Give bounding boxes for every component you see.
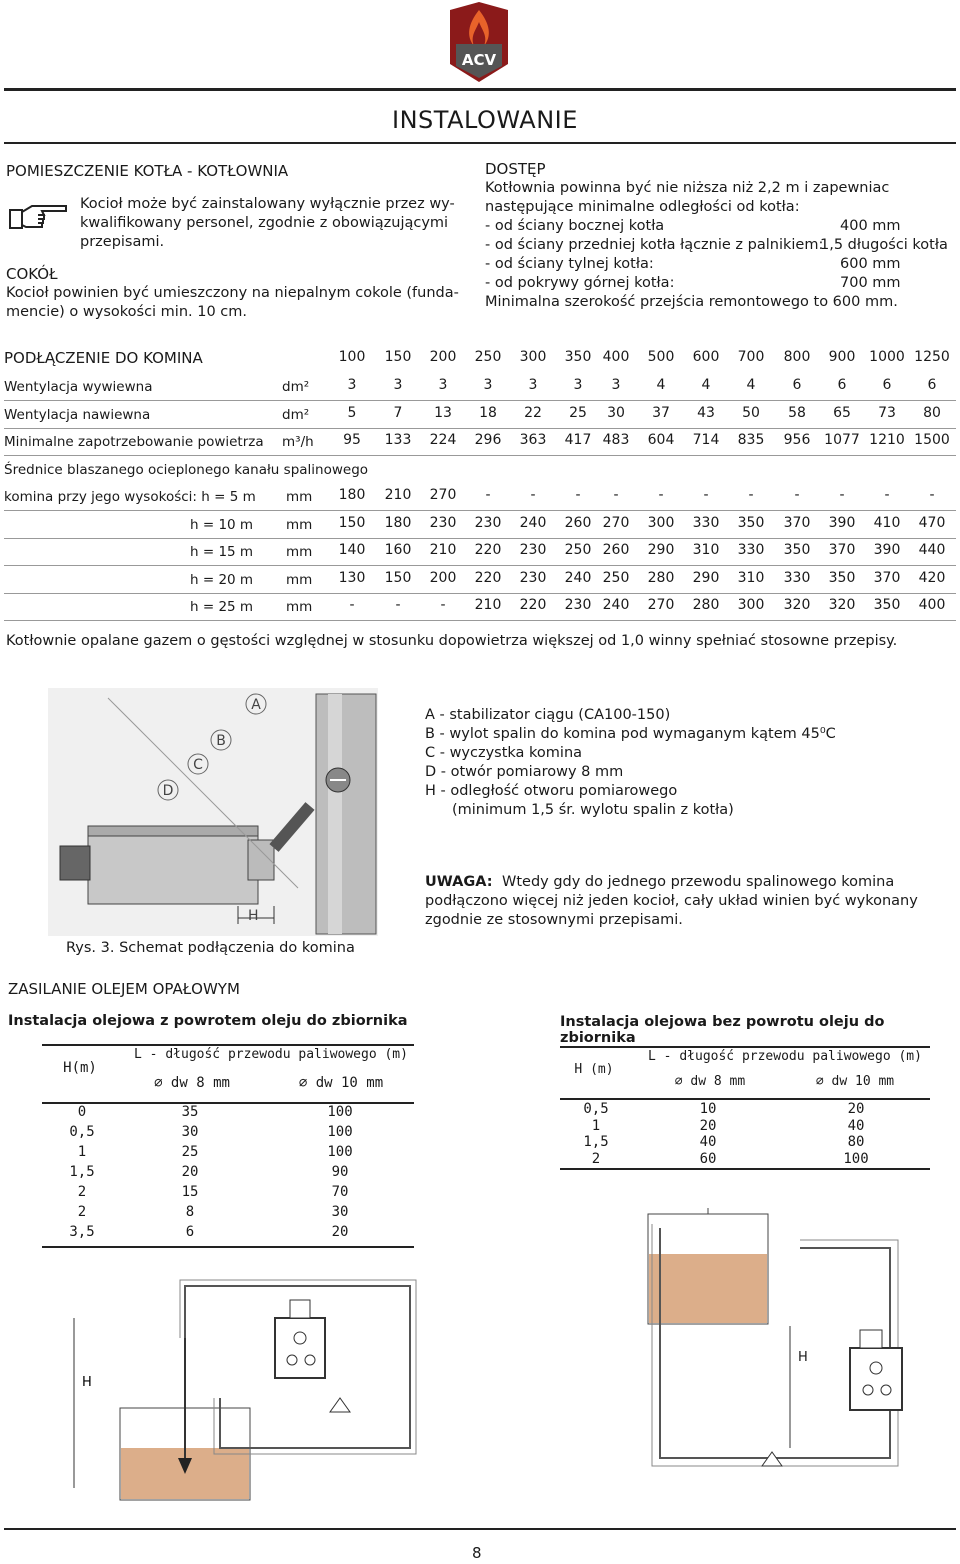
table-cell: 230 bbox=[564, 597, 592, 613]
table-cell: 300 bbox=[647, 514, 675, 531]
table-cell: 370 bbox=[873, 569, 901, 586]
table-row bbox=[4, 566, 956, 594]
table-cell: 440 bbox=[918, 542, 946, 558]
table-cell: 1 bbox=[591, 1117, 601, 1134]
legend-item: D - otwór pomiarowy 8 mm bbox=[425, 764, 624, 780]
table-cell: 290 bbox=[692, 569, 720, 586]
table-cell: 310 bbox=[692, 542, 720, 558]
table-cell: 835 bbox=[737, 432, 765, 448]
table-cell: 20 bbox=[331, 1224, 349, 1240]
table-cell: 140 bbox=[338, 542, 366, 558]
column-header: 900 bbox=[828, 349, 856, 365]
table-cell: 210 bbox=[474, 597, 502, 613]
table-cell: 15 bbox=[181, 1184, 199, 1200]
table-cell: 6 bbox=[837, 377, 847, 393]
row-label: h = 25 m bbox=[190, 599, 254, 615]
table-cell: 270 bbox=[429, 487, 457, 503]
row-label: Wentylacja nawiewna bbox=[4, 406, 151, 423]
table-row bbox=[4, 373, 956, 401]
table-cell: 80 bbox=[847, 1134, 865, 1150]
table-cell: 133 bbox=[384, 432, 412, 448]
oil-noreturn-title: Instalacja olejowa bez powrotu oleju do zbiornika bbox=[560, 1014, 885, 1046]
table-cell: - bbox=[748, 487, 754, 503]
table-cell: 290 bbox=[647, 542, 675, 558]
table-cell: 240 bbox=[564, 569, 592, 586]
chimney-heading: PODŁĄCZENIE DO KOMINA bbox=[4, 349, 203, 367]
column-header: 800 bbox=[783, 349, 811, 365]
oil-return-diagram bbox=[60, 1278, 440, 1518]
table-cell: 60 bbox=[699, 1150, 717, 1167]
table-cell: 250 bbox=[602, 569, 630, 586]
pointing-hand-icon bbox=[8, 198, 70, 232]
row-label: h = 15 m bbox=[190, 544, 254, 560]
row-unit: dm² bbox=[282, 379, 310, 395]
table-cell: - bbox=[703, 487, 709, 503]
table-cell: 210 bbox=[384, 487, 412, 503]
table-cell: 470 bbox=[918, 514, 946, 531]
table-cell: - bbox=[575, 487, 581, 503]
col-l-header: L - długość przewodu paliwowego (m) bbox=[648, 1049, 922, 1064]
table-cell: 4 bbox=[656, 377, 666, 393]
table-cell: 1 bbox=[77, 1144, 87, 1160]
table-cell: - bbox=[613, 487, 619, 503]
base-text-2: mencie) o wysokości min. 10 cm. bbox=[6, 304, 248, 320]
table-rule bbox=[560, 1098, 930, 1100]
table-cell: 3 bbox=[438, 377, 448, 393]
table-cell: 65 bbox=[833, 404, 851, 421]
table-cell: - bbox=[794, 487, 800, 503]
room-text-3: przepisami. bbox=[80, 234, 165, 250]
table-cell: 270 bbox=[602, 514, 630, 531]
row-unit: mm bbox=[286, 544, 313, 560]
table-cell: 330 bbox=[737, 542, 765, 558]
col-sub-2: ⌀ dw 10 mm bbox=[815, 1074, 895, 1089]
access-item-label: - od ściany przedniej kotła łącznie z palnikiem: bbox=[485, 237, 824, 253]
table-cell: - bbox=[884, 487, 890, 503]
table-row bbox=[4, 593, 956, 621]
table-cell: 230 bbox=[519, 542, 547, 558]
table-rule bbox=[42, 1044, 414, 1046]
table-cell: 3 bbox=[393, 377, 403, 393]
table-cell: 6 bbox=[882, 377, 892, 393]
table-cell: 3 bbox=[611, 377, 621, 393]
warning-line-2: podłączono więcej niż jeden kocioł, cały układ winien być wykonany bbox=[425, 893, 918, 909]
table-cell: 35 bbox=[181, 1104, 199, 1120]
access-line-1: Kotłownia powinna być nie niższa niż 2,2 m i zapewniac bbox=[485, 180, 890, 196]
table-row bbox=[4, 401, 956, 429]
row-unit: mm bbox=[286, 489, 313, 505]
table-cell: 0 bbox=[77, 1104, 87, 1120]
h-mark: H bbox=[82, 1375, 92, 1390]
legend-item: (minimum 1,5 śr. wylotu spalin z kotła) bbox=[452, 802, 734, 818]
table-cell: 410 bbox=[873, 514, 901, 531]
table-cell: 350 bbox=[873, 597, 901, 613]
column-header: 500 bbox=[647, 349, 675, 365]
access-item-value: 400 mm bbox=[840, 218, 901, 234]
col-l-header: L - długość przewodu paliwowego (m) bbox=[134, 1047, 408, 1062]
table-cell: 1500 bbox=[914, 432, 950, 448]
table-cell: 70 bbox=[331, 1184, 349, 1200]
logo-text: ACV bbox=[461, 51, 497, 69]
table-cell: 483 bbox=[602, 432, 630, 448]
legend-item: H - odległość otworu pomiarowego bbox=[425, 783, 678, 799]
row-unit: dm² bbox=[282, 406, 310, 423]
table-cell: 80 bbox=[923, 404, 941, 421]
access-heading: DOSTĘP bbox=[485, 160, 546, 178]
table-cell: 417 bbox=[564, 432, 592, 448]
table-cell: 390 bbox=[828, 514, 856, 531]
table-cell: 100 bbox=[327, 1104, 353, 1120]
room-text-1: Kocioł może być zainstalowany wyłącznie przez wy- bbox=[80, 196, 455, 212]
table-cell: 3 bbox=[347, 377, 357, 393]
table-cell: 43 bbox=[697, 404, 715, 421]
column-header: 300 bbox=[519, 349, 547, 365]
table-cell: 30 bbox=[181, 1124, 199, 1140]
col-sub-1: ⌀ dw 8 mm bbox=[674, 1074, 746, 1089]
col-sub-2: ⌀ dw 10 mm bbox=[298, 1075, 384, 1091]
row-unit: mm bbox=[286, 599, 313, 615]
table-row bbox=[4, 511, 956, 539]
table-cell: 58 bbox=[788, 404, 806, 421]
access-item-value: 700 mm bbox=[840, 275, 901, 291]
table-cell: 5 bbox=[347, 404, 357, 421]
column-header: 400 bbox=[602, 349, 630, 365]
col-h-header: H (m) bbox=[574, 1062, 614, 1077]
warning-line-1: Wtedy gdy do jednego przewodu spalinowego komina bbox=[502, 874, 895, 890]
table-cell: 25 bbox=[181, 1144, 199, 1160]
header-rule bbox=[4, 88, 956, 91]
table-cell: 10 bbox=[699, 1101, 717, 1117]
table-cell: 160 bbox=[384, 542, 412, 558]
table-cell: 250 bbox=[564, 542, 592, 558]
table-cell: 363 bbox=[519, 432, 547, 448]
row-unit: m³/h bbox=[282, 434, 314, 450]
chimney-header-row bbox=[4, 345, 956, 372]
table-cell: 7 bbox=[393, 404, 403, 421]
table-cell: 230 bbox=[519, 569, 547, 586]
table-cell: - bbox=[440, 597, 446, 613]
table-cell: 3 bbox=[528, 377, 538, 393]
table-cell: 2 bbox=[591, 1150, 601, 1167]
oil-noreturn-table bbox=[560, 1046, 930, 1172]
table-cell: 330 bbox=[692, 514, 720, 531]
row-label: Minimalne zapotrzebowanie powietrza bbox=[4, 434, 264, 450]
column-header: 250 bbox=[474, 349, 502, 365]
row-label: h = 10 m bbox=[190, 516, 254, 533]
page-title: INSTALOWANIE bbox=[392, 106, 578, 134]
oil-return-table bbox=[42, 1044, 414, 1248]
table-cell: 3,5 bbox=[69, 1224, 95, 1240]
table-cell: 4 bbox=[746, 377, 756, 393]
table-cell: 22 bbox=[524, 404, 542, 421]
table-cell: 604 bbox=[647, 432, 675, 448]
h-mark-right-label: H bbox=[798, 1350, 808, 1365]
chimney-diagram bbox=[48, 688, 378, 936]
table-cell: 1,5 bbox=[583, 1134, 609, 1150]
warning-line-3: zgodnie ze stosownymi przepisami. bbox=[425, 912, 683, 928]
table-cell: 18 bbox=[479, 404, 497, 421]
table-cell: 50 bbox=[742, 404, 760, 421]
table-cell: 280 bbox=[692, 597, 720, 613]
table-cell: 400 bbox=[918, 597, 946, 613]
table-cell: 73 bbox=[878, 404, 896, 421]
column-header: 100 bbox=[338, 349, 366, 365]
table-cell: 260 bbox=[602, 542, 630, 558]
table-rule bbox=[560, 1168, 930, 1170]
row-label: Wentylacja wywiewna bbox=[4, 379, 153, 395]
base-heading: COKÓŁ bbox=[6, 265, 58, 283]
access-item-value: 600 mm bbox=[840, 256, 901, 272]
room-text-2: kwalifikowany personel, zgodnie z obowiązującymi bbox=[80, 215, 449, 231]
diameter-label: Średnice blaszanego ocieplonego kanału spalinowego bbox=[4, 461, 369, 478]
table-cell: - bbox=[395, 597, 401, 613]
oil-return-title: Instalacja olejowa z powrotem oleju do zbiornika bbox=[8, 1013, 408, 1029]
title-rule bbox=[4, 142, 956, 144]
mark-c: C bbox=[193, 757, 203, 773]
col-h-header: H(m) bbox=[63, 1060, 97, 1076]
mark-h: H bbox=[248, 908, 259, 924]
table-cell: - bbox=[929, 487, 935, 503]
col-sub-1: ⌀ dw 8 mm bbox=[154, 1075, 230, 1091]
footer-rule bbox=[4, 1528, 956, 1530]
table-row bbox=[4, 483, 956, 511]
row-label: h = 20 m bbox=[190, 571, 254, 588]
table-cell: 3 bbox=[483, 377, 493, 393]
access-line-last: Minimalna szerokość przejścia remontowego to 600 mm. bbox=[485, 294, 898, 310]
table-cell: 270 bbox=[647, 597, 675, 613]
column-header: 1250 bbox=[914, 349, 950, 365]
column-header: 350 bbox=[564, 349, 592, 365]
gas-note: Kotłownie opalane gazem o gęstości względnej w stosunku dopowietrza większej od 1,0 winny spełniać stosowne przepisy. bbox=[6, 633, 898, 649]
table-cell: 30 bbox=[331, 1204, 349, 1220]
legend-item: A - stabilizator ciągu (CA100-150) bbox=[425, 707, 671, 723]
table-cell: 200 bbox=[429, 569, 457, 586]
table-cell: 220 bbox=[519, 597, 547, 613]
table-cell: 370 bbox=[783, 514, 811, 531]
table-cell: 30 bbox=[607, 404, 625, 421]
table-cell: 150 bbox=[384, 569, 412, 586]
table-rule bbox=[42, 1246, 414, 1248]
table-cell: - bbox=[485, 487, 491, 503]
table-cell: 4 bbox=[701, 377, 711, 393]
table-cell: 350 bbox=[737, 514, 765, 531]
table-cell: 100 bbox=[843, 1150, 869, 1167]
table-cell: 95 bbox=[343, 432, 361, 448]
table-cell: 13 bbox=[434, 404, 452, 421]
table-cell: 220 bbox=[474, 542, 502, 558]
column-header: 600 bbox=[692, 349, 720, 365]
table-cell: 8 bbox=[185, 1204, 195, 1220]
table-cell: 6 bbox=[185, 1224, 195, 1240]
mark-b: B bbox=[216, 733, 226, 749]
table-cell: - bbox=[349, 597, 355, 613]
table-cell: 1,5 bbox=[69, 1164, 95, 1180]
table-cell: 296 bbox=[474, 432, 502, 448]
table-cell: 0,5 bbox=[69, 1124, 95, 1140]
column-header: 150 bbox=[384, 349, 412, 365]
legend-item: B - wylot spalin do komina pod wymaganym kątem 45⁰C bbox=[425, 726, 836, 742]
table-cell: 320 bbox=[783, 597, 811, 613]
table-cell: 130 bbox=[338, 569, 366, 586]
table-cell: 0,5 bbox=[583, 1101, 609, 1117]
table-cell: 25 bbox=[569, 404, 587, 421]
access-item-label: - od ściany tylnej kotła: bbox=[485, 256, 654, 272]
table-cell: 20 bbox=[847, 1101, 865, 1117]
table-cell: 310 bbox=[737, 569, 765, 586]
table-cell: - bbox=[658, 487, 664, 503]
column-header: 700 bbox=[737, 349, 765, 365]
table-cell: 370 bbox=[828, 542, 856, 558]
table-cell: 90 bbox=[331, 1164, 349, 1180]
column-header: 200 bbox=[429, 349, 457, 365]
oil-noreturn-diagram bbox=[640, 1208, 940, 1488]
access-item-value: 1,5 długości kotła bbox=[820, 237, 948, 253]
table-cell: 280 bbox=[647, 569, 675, 586]
table-cell: 2 bbox=[77, 1204, 87, 1220]
oil-heading: ZASILANIE OLEJEM OPAŁOWYM bbox=[8, 980, 240, 998]
mark-d: D bbox=[162, 783, 174, 799]
table-cell: 300 bbox=[737, 597, 765, 613]
diameter-label-row bbox=[4, 456, 956, 483]
table-cell: 350 bbox=[828, 569, 856, 586]
table-cell: 20 bbox=[181, 1164, 199, 1180]
table-cell: 350 bbox=[783, 542, 811, 558]
table-cell: 6 bbox=[927, 377, 937, 393]
room-heading: POMIESZCZENIE KOTŁA - KOTŁOWNIA bbox=[6, 162, 289, 180]
base-text-1: Kocioł powinien być umieszczony na niepalnym cokole (funda- bbox=[6, 285, 459, 301]
table-cell: 420 bbox=[918, 569, 946, 586]
table-cell: 210 bbox=[429, 542, 457, 558]
table-cell: 3 bbox=[573, 377, 583, 393]
row-unit: mm bbox=[286, 516, 313, 533]
table-cell: 260 bbox=[564, 514, 592, 531]
table-cell: 240 bbox=[519, 514, 547, 531]
table-cell: - bbox=[839, 487, 845, 503]
table-cell: 320 bbox=[828, 597, 856, 613]
access-item-label: - od ściany bocznej kotła bbox=[485, 218, 665, 234]
table-cell: 180 bbox=[338, 487, 366, 503]
table-cell: 390 bbox=[873, 542, 901, 558]
table-cell: 230 bbox=[474, 514, 502, 531]
table-cell: 40 bbox=[699, 1134, 717, 1150]
access-item-label: - od pokrywy górnej kotła: bbox=[485, 275, 675, 291]
table-cell: 714 bbox=[692, 432, 720, 448]
table-cell: 1077 bbox=[824, 432, 860, 448]
access-line-2: następujące minimalne odległości od kotła: bbox=[485, 199, 800, 215]
table-cell: 40 bbox=[847, 1117, 865, 1134]
figure-caption: Rys. 3. Schemat podłączenia do komina bbox=[66, 940, 355, 956]
acv-logo bbox=[446, 2, 512, 82]
table-cell: 230 bbox=[429, 514, 457, 531]
table-cell: 180 bbox=[384, 514, 412, 531]
table-rule bbox=[560, 1046, 930, 1048]
table-row bbox=[4, 538, 956, 566]
table-cell: 37 bbox=[652, 404, 670, 421]
table-cell: 2 bbox=[77, 1184, 87, 1200]
table-cell: 240 bbox=[602, 597, 630, 613]
legend-item: C - wyczystka komina bbox=[425, 745, 583, 761]
table-cell: 220 bbox=[474, 569, 502, 586]
table-row bbox=[4, 428, 956, 456]
row-label: komina przy jego wysokości: h = 5 m bbox=[4, 489, 256, 505]
column-header: 1000 bbox=[869, 349, 905, 365]
table-cell: 6 bbox=[792, 377, 802, 393]
mark-a: A bbox=[251, 697, 261, 713]
table-cell: 150 bbox=[338, 514, 366, 531]
table-cell: 100 bbox=[327, 1144, 353, 1160]
table-cell: 1210 bbox=[869, 432, 905, 448]
table-cell: 224 bbox=[429, 432, 457, 448]
table-cell: 100 bbox=[327, 1124, 353, 1140]
page-number: 8 bbox=[472, 1544, 482, 1562]
row-unit: mm bbox=[286, 571, 313, 588]
table-cell: 20 bbox=[699, 1117, 717, 1134]
warning-label: UWAGA: bbox=[425, 874, 493, 890]
table-cell: 956 bbox=[783, 432, 811, 448]
table-cell: 330 bbox=[783, 569, 811, 586]
table-cell: - bbox=[530, 487, 536, 503]
